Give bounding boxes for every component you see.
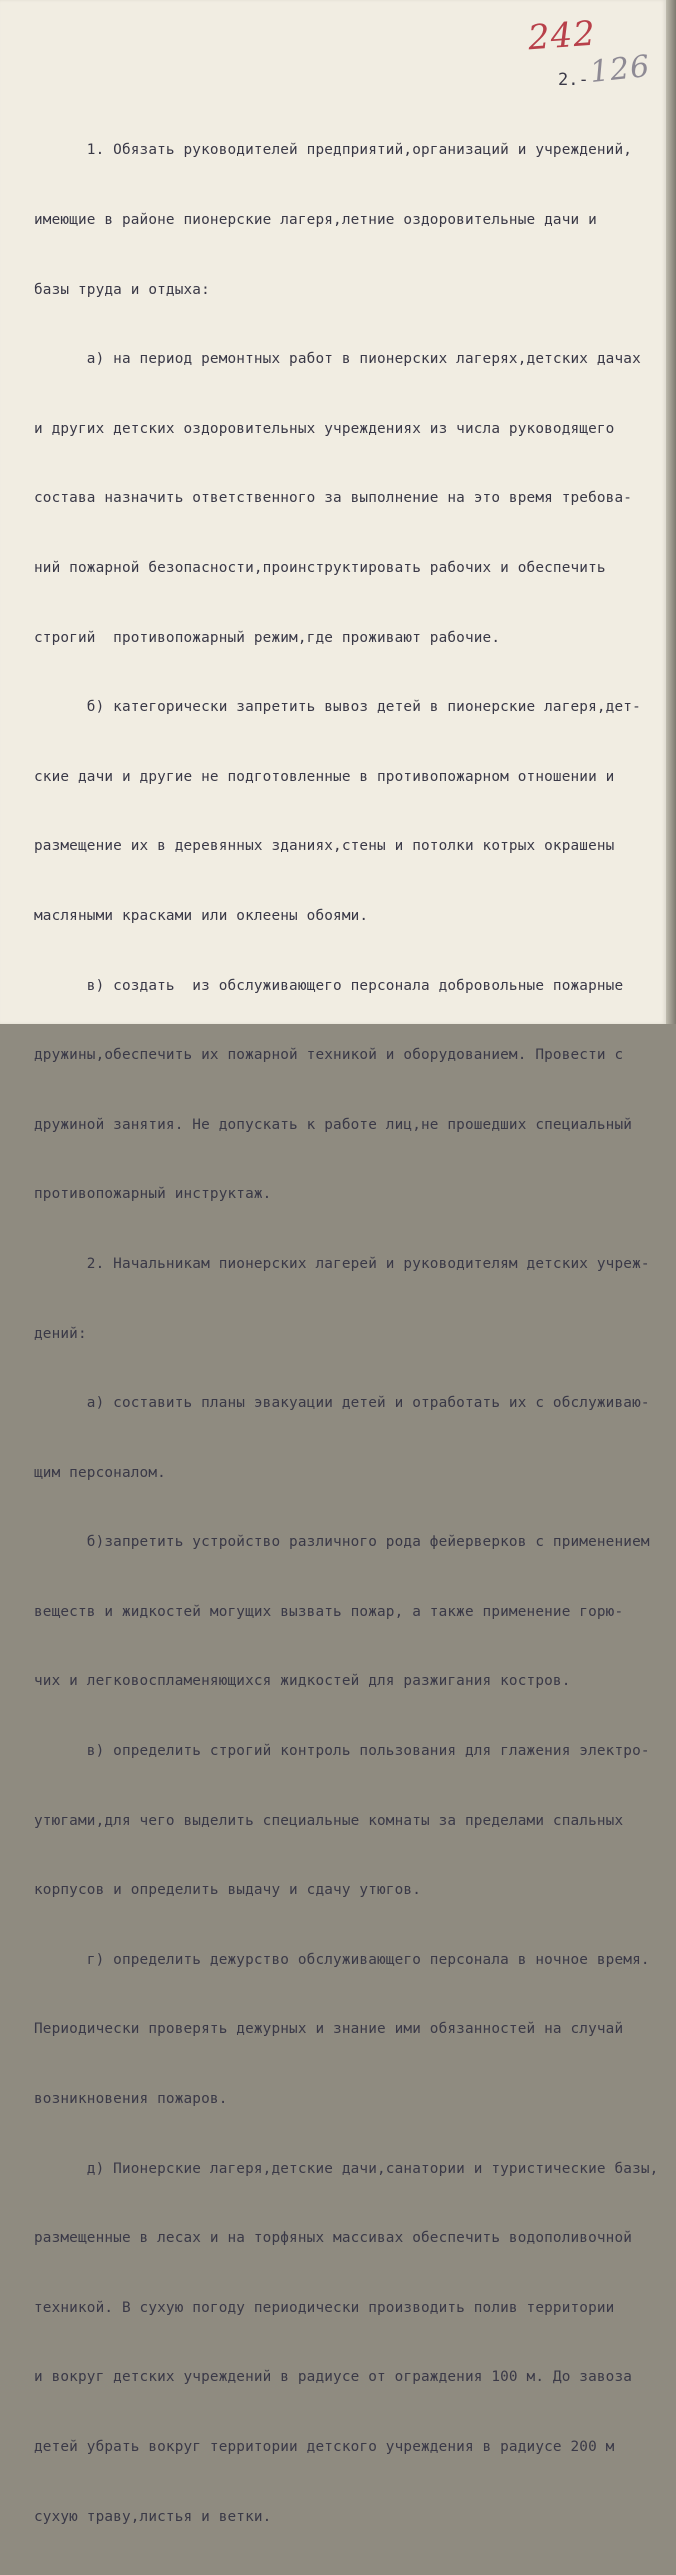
text-line: ний пожарной безопасности,проинструктировать рабочих и обеспечить xyxy=(34,559,606,576)
text-line: д) Пионерские лагеря,детские дачи,санатории и туристические базы, xyxy=(34,2160,659,2177)
text-line: дений: xyxy=(34,1325,87,1342)
text-line: в) определить строгий контроль пользования для глажения электро- xyxy=(34,1743,650,1760)
text-line: имеющие в районе пионерские лагеря,летние оздоровительные дачи и xyxy=(34,212,597,228)
text-line: масляными красками или оклеены обоями. xyxy=(34,907,369,924)
text-line: противопожарный инструктаж. xyxy=(34,1186,272,1203)
text-line: техникой. В сухую погоду периодически производить полив территории xyxy=(34,2299,615,2316)
text-line: ские дачи и другие не подготовленные в противопожарном отношении и xyxy=(34,768,615,785)
text-line: состава назначить ответственного за выполнение на это время требова- xyxy=(34,490,633,507)
text-line: а) на период ремонтных работ в пионерских лагерях,детских дачах xyxy=(34,351,641,368)
text-line: размещение их в деревянных зданиях,стены и потолки котрых окрашены xyxy=(34,838,615,855)
text-line: щим персоналом. xyxy=(34,1464,166,1481)
text-line: размещенные в лесах и на торфяных массивах обеспечить водополивочной xyxy=(34,2230,633,2247)
text-line: 1. Обязать руководителей предприятий,организаций и учреждений, xyxy=(34,142,633,159)
page-edge-shadow xyxy=(666,0,676,1024)
text-line: в) создать из обслуживающего персонала добровольные пожарные xyxy=(34,977,624,994)
text-line: б)запретить устройство различного рода фейерверков с применением xyxy=(34,1534,650,1551)
archive-folio-number-gray: 126 xyxy=(588,48,652,91)
archive-folio-number-red: 242 xyxy=(526,13,598,59)
document-body xyxy=(34,93,674,2575)
text-line: утюгами,для чего выделить специальные комнаты за пределами спальных xyxy=(34,1812,624,1829)
text-line: веществ и жидкостей могущих вызвать пожар, а также применение горю- xyxy=(34,1603,624,1620)
text-line: г) определить дежурство обслуживающего персонала в ночное время. xyxy=(34,1951,650,1968)
text-line: сухую траву,листья и ветки. xyxy=(34,2508,272,2525)
text-line: 2. Начальникам пионерских лагерей и руководителям детских учреж- xyxy=(34,1255,650,1272)
text-line: Периодически проверять дежурных и знание ими обязанностей на случай xyxy=(34,2021,624,2038)
text-line: корпусов и определить выдачу и сдачу утюгов. xyxy=(34,1882,421,1899)
page-number: 2.- xyxy=(558,70,589,90)
text-line: дружиной занятия. Не допускать к работе лиц,не прошедших специальный xyxy=(34,1116,633,1133)
text-line: дружины,обеспечить их пожарной техникой и оборудованием. Провести с xyxy=(34,1047,624,1064)
text-line: строгий противопожарный режим,где проживают рабочие. xyxy=(34,629,501,646)
text-line: б) категорически запретить вывоз детей в пионерские лагеря,дет- xyxy=(34,699,641,716)
text-line: и других детских оздоровительных учреждениях из числа руководящего xyxy=(34,420,615,437)
text-line: базы труда и отдыха: xyxy=(34,281,210,298)
text-line: детей убрать вокруг территории детского учреждения в радиусе 200 м xyxy=(34,2439,615,2455)
text-line: и вокруг детских учреждений в радиусе от ограждения 100 м. До завоза xyxy=(34,2369,633,2386)
text-line: а) составить планы эвакуации детей и отработать их с обслуживаю- xyxy=(34,1395,650,1412)
text-line: возникновения пожаров. xyxy=(34,2091,228,2108)
text-line: чих и легковоспламеняющихся жидкостей для разжигания костров. xyxy=(34,1673,571,1690)
